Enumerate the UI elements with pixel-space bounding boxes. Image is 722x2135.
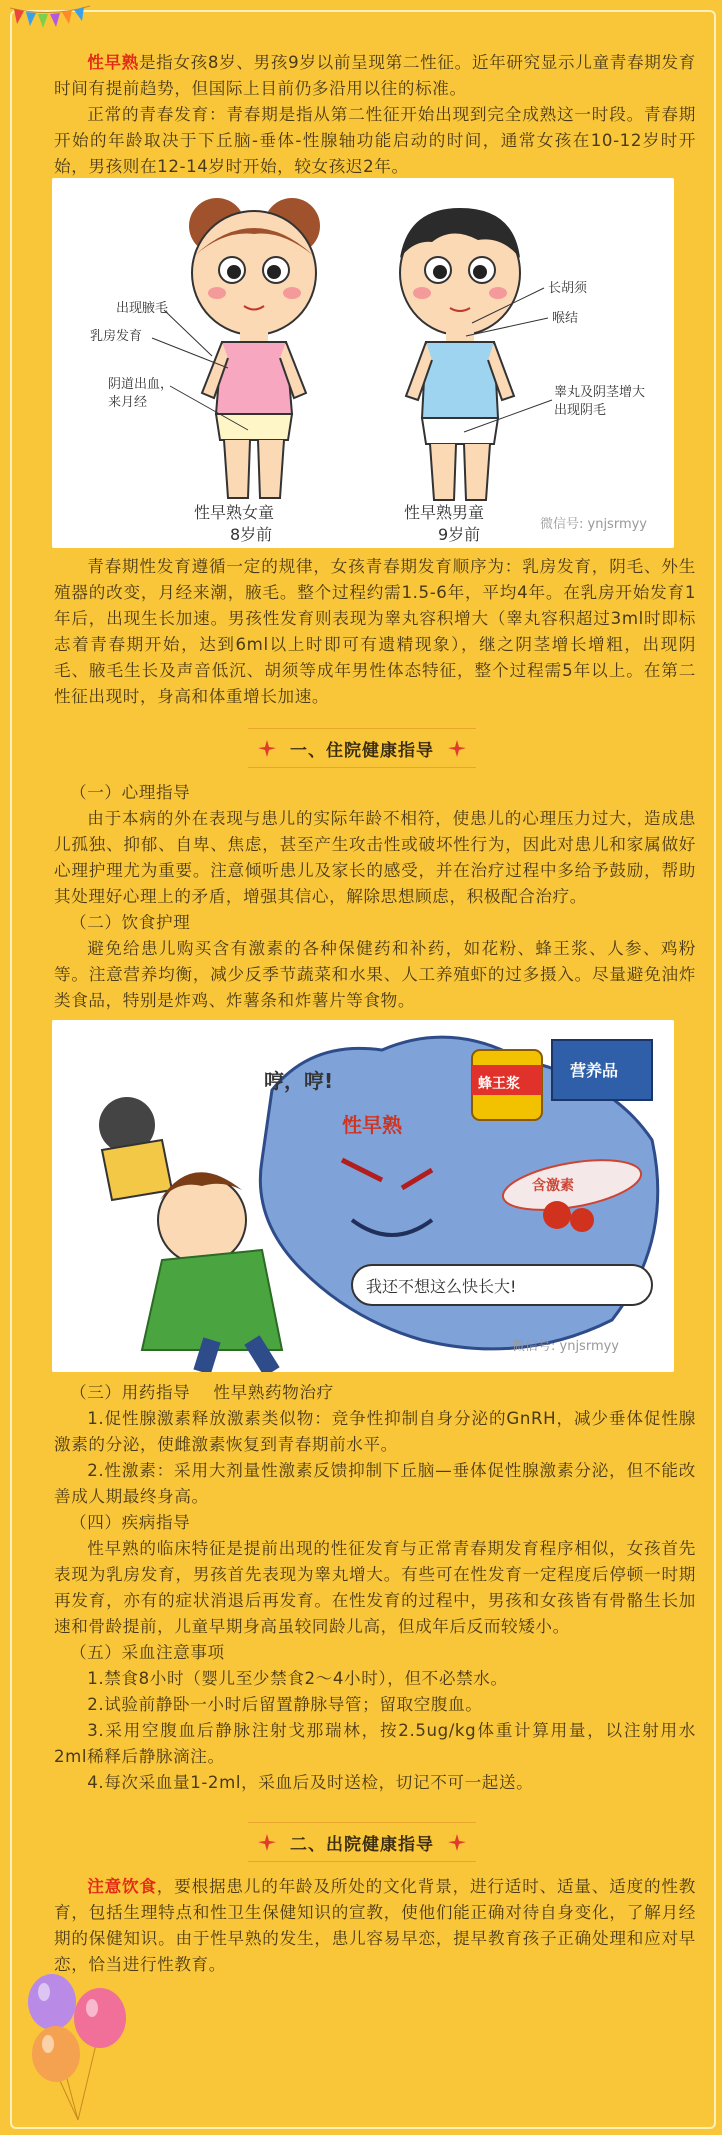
girl-caption-title: 性早熟女童	[194, 503, 275, 522]
disease-heading: （四）疾病指导	[70, 1513, 191, 1532]
intro-definition	[54, 50, 696, 102]
monster-drawing	[52, 1020, 674, 1372]
psych-body: 由于本病的外在表现与患儿的实际年龄不相符，使患儿的心理压力过大，造成患儿孤独、抑郁、自卑、焦虑，甚至产生攻击性或破坏性行为，因此对患儿和家属做好心理护理尤为重要。注意倾听患儿及家长的感受，并在治疗过程中多给予鼓励，帮助其处理好心理上的矛盾，增强其信心，解除思想顾虑，积极配合治疗。	[54, 809, 696, 906]
speech-text: 我还不想这么快长大!	[366, 1277, 517, 1296]
bunting-decoration	[8, 4, 92, 34]
girl-caption-age: 8岁前	[230, 525, 273, 544]
section2-heading	[248, 1822, 476, 1862]
watermark-1: 微信号: ynjsrmyy	[540, 517, 647, 532]
label-vaginal-bleeding: 阴道出血，	[108, 377, 174, 392]
discharge-body	[54, 1874, 696, 1978]
blood-item-4: 4.每次采血量1-2ml，采血后及时送检，切记不可一起送。	[87, 1773, 534, 1792]
section2-title: 二、出院健康指导	[290, 1834, 434, 1855]
blood-item-3: 3.采用空腹血后静脉注射戈那瑞林，按2.5ug/kg体重计算用量，以注射用水2ml稀释后静脉滴注。	[54, 1721, 696, 1766]
meds-item1: 1.促性腺激素释放激素类似物：竞争性抑制自身分泌的GnRH，减少垂体促性腺激素的分泌，使雌激素恢复到青春期前水平。	[54, 1409, 696, 1454]
jar-label: 蜂王浆	[478, 1076, 520, 1092]
sparkle-icon-left-2	[256, 1832, 278, 1852]
section1-title: 一、住院健康指导	[290, 740, 434, 761]
illustration-monster	[52, 1020, 674, 1372]
pill-label: 含激素	[532, 1178, 574, 1194]
monster-label: 性早熟	[342, 1113, 402, 1137]
illustration-girl-boy	[52, 178, 674, 548]
label-breast-development: 乳房发育	[90, 329, 143, 344]
term-diet-attention: 注意饮食	[87, 1877, 157, 1896]
meds-item2: 2.性激素：采用大剂量性激素反馈抑制下丘脑—垂体促性腺激素分泌，但不能改善成人期最终身高。	[54, 1461, 696, 1506]
diet-body: 避免给患儿购买含有激素的各种保健药和补药，如花粉、蜂王浆、人参、鸡粉等。注意营养均衡，减少反季节蔬菜和水果、人工养殖虾的过多摄入。尽量避免油炸类食品，特别是炸鸡、炸薯条和炸薯片等食物。	[54, 939, 696, 1010]
meds-heading: （三）用药指导 性早熟药物治疗	[70, 1383, 334, 1402]
definition-text: 是指女孩8岁、男孩9岁以前呈现第二性征。近年研究显示儿童青春期发育时间有提前趋势，但国际上目前仍多沿用以往的标准。	[54, 53, 696, 98]
section1-heading	[248, 728, 476, 768]
boy-figure	[400, 208, 552, 500]
balloons-decoration	[18, 1972, 148, 2122]
blood-heading: （五）采血注意事项	[70, 1643, 225, 1662]
label-armpit-hair: 出现腋毛	[116, 301, 169, 316]
girl-boy-drawing	[52, 178, 674, 548]
label-beard: 长胡须	[548, 281, 588, 296]
discharge-text: ，要根据患儿的年龄及所处的文化背景，进行适时、适量、适度的性教育，包括生理特点和性卫生保健知识的宣教，使他们能正确对待自身变化，了解月经期的保健知识。由于性早熟的发生，患儿容易早恋，提早教育孩子正确处理和应对早恋，恰当进行性教育。	[54, 1877, 696, 1974]
psych-heading: （一）心理指导	[70, 783, 191, 802]
girl-figure	[152, 198, 320, 498]
sparkle-icon-right-2	[446, 1832, 468, 1852]
sparkle-icon-left	[256, 738, 278, 758]
sparkle-icon-right	[446, 738, 468, 758]
watermark-2: 微信号: ynjsrmyy	[512, 1339, 619, 1354]
boy-caption-age: 9岁前	[438, 525, 481, 544]
shout-text: 哼，哼!	[264, 1069, 334, 1093]
label-menstruation: 来月经	[108, 395, 148, 410]
puberty-order: 青春期性发育遵循一定的规律，女孩青春期发育顺序为：乳房发育，阴毛、外生殖器的改变，月经来潮，腋毛。整个过程约需1.5-6年，平均4年。在乳房开始发育1年后，出现生长加速。男孩性发育则表现为睾丸容积增大（睾丸容积超过3ml时即标志着青春期开始，达到6ml以上时即可有遗精现象），继之阴茎增长增粗，出现阴毛、腋毛生长及声音低沉、胡须等成年男性体态特征，整个过程需5年以上。在第二性征出现时，身高和体重增长加速。	[54, 557, 696, 706]
box-label: 营养品	[570, 1061, 619, 1080]
boy-caption-title: 性早熟男童	[404, 503, 485, 522]
label-adams-apple: 喉结	[552, 311, 579, 326]
label-pubic-hair: 出现阴毛	[554, 403, 607, 418]
disease-body: 性早熟的临床特征是提前出现的性征发育与正常青春期发育程序相似，女孩首先表现为乳房发育，男孩首先表现为睾丸增大。有些可在性发育一定程度后停顿一时期再发育，亦有的症状消退后再发育。在性发育的过程中，男孩和女孩皆有骨骼生长加速和骨龄提前，儿童早期身高虽较同龄儿高，但成年后反而较矮小。	[54, 1539, 696, 1636]
intro-puberty: 正常的青春发育：青春期是指从第二性征开始出现到完全成熟这一时段。青春期开始的年龄取决于下丘脑-垂体-性腺轴功能启动的时间，通常女孩在10-12岁时开始，男孩则在12-14岁时开始，较女孩迟2年。	[54, 105, 696, 176]
blood-item-1: 1.禁食8小时（婴儿至少禁食2～4小时），但不必禁水。	[87, 1669, 508, 1688]
term-precocious-puberty: 性早熟	[87, 53, 139, 72]
diet-heading: （二）饮食护理	[70, 913, 191, 932]
blood-item-2: 2.试验前静卧一小时后留置静脉导管；留取空腹血。	[87, 1695, 483, 1714]
label-testis-growth: 睾丸及阴茎增大	[554, 385, 646, 400]
